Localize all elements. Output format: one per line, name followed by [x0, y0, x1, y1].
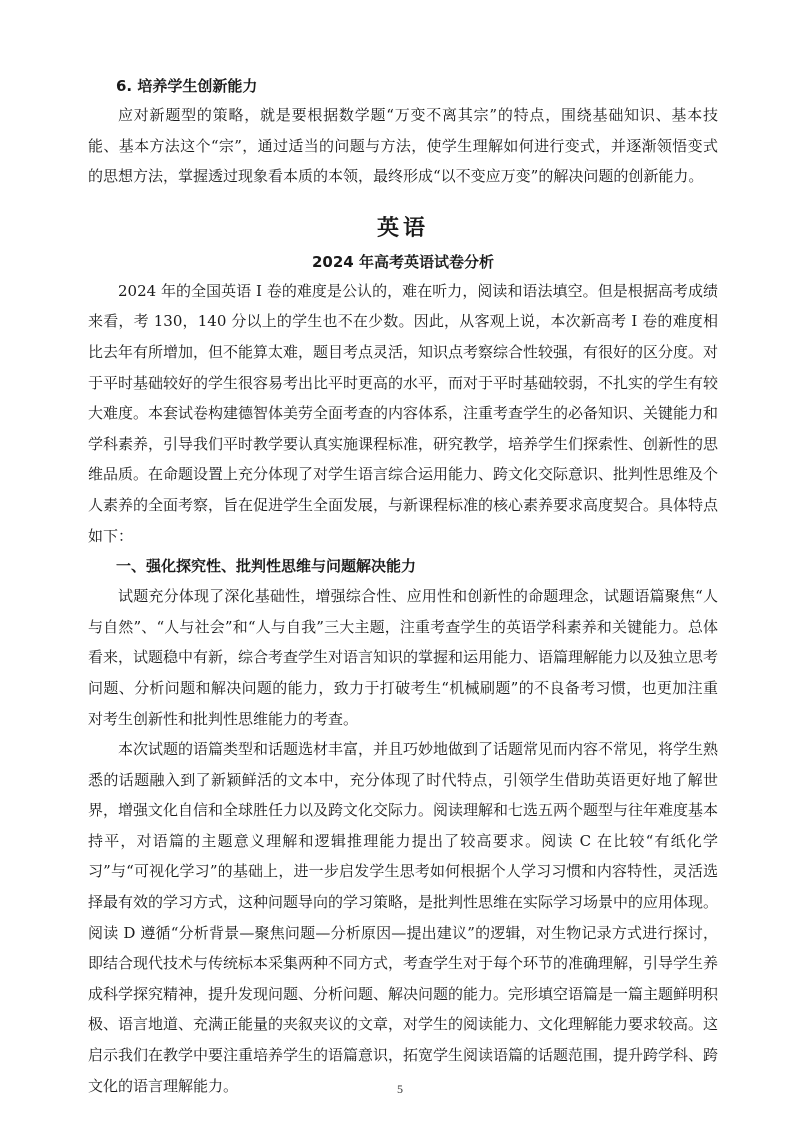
subject-title: 英语 [376, 215, 429, 241]
page-content [88, 74, 718, 1101]
page-number: 5 [397, 1082, 403, 1096]
section-heading-1: 一、强化探究性、批判性思维与问题解决能力 [116, 557, 417, 576]
section-1-paragraph-1: 试题充分体现了深化基础性，增强综合性、应用性和创新性的命题理念，试题语篇聚焦“人与自然”、“人与社会”和“人与自我”三大主题，注重考查学生的英语学科素养和关键能力。总体看来，试题稳中有新，综合考查学生对语言知识的掌握和运用能力、语篇理解能力以及独立思考问题、分析问题和解决问题的能力，致力于打破考生“机械刷题”的不良备考习惯，也更加注重对考生创新性和批判性思维能力的考查。 [88, 587, 719, 728]
section-heading-6: 6. 培养学生创新能力 [116, 77, 258, 95]
article-title: 2024 年高考英语试卷分析 [312, 252, 494, 271]
section-1-paragraph-2: 本次试题的语篇类型和话题选材丰富，并且巧妙地做到了话题常见而内容不常见，将学生熟悉的话题融入到了新颖鲜活的文本中，充分体现了时代特点，引领学生借助英语更好地了解世界，增强文化自信和全球胜任力以及跨文化交际力。阅读理解和七选五两个题型与往年难度基本持平，对语篇的主题意义理解和逻辑推理能力提出了较高要求。阅读 C 在比较“有纸化学习”与“可视化学习”的基础上，进一步启发学生思考如何根据个人学习习惯和内容特性，灵活选择最有效的学习方式，这种问题导向的学习策略，是批判性思维在实际学习场景中的应用体现。阅读 D 遵循“分析背景—聚焦问题—分析原因—提出建议”的逻辑，对生物记录方式进行探讨，即结合现代技术与传统标本采集两种不同方式，考查学生对于每个环节的准确理解，引导学生养成科学探究精神，提升发现问题、分析问题、解决问题的能力。完形填空语篇是一篇主题鲜明积极、语言地道、充满正能量的夹叙夹议的文章，对学生的阅读能力、文化理解能力要求较高。这启示我们在教学中要注重培养学生的语篇意识，拓宽学生阅读语篇的话题范围，提升跨学科、跨文化的语言理解能力。 [88, 740, 719, 1095]
section-6-paragraph: 应对新题型的策略，就是要根据数学题“万变不离其宗”的特点，围绕基础知识、基本技能、基本方法这个“宗”，通过适当的问题与方法，使学生理解如何进行变式，并逐渐领悟变式的思想方法，掌握透过现象看本质的本领，最终形成“以不变应万变”的解决问题的创新能力。 [88, 106, 718, 186]
intro-paragraph: 2024 年的全国英语 I 卷的难度是公认的，难在听力，阅读和语法填空。但是根据高考成绩来看，考 130，140 分以上的学生也不在少数。因此，从客观上说，本次新高考 I 卷的难度相比去年有所增加，但不能算太难，题目考点灵活，知识点考察综合性较强，有很好的区分度。对于平时基础较好的学生很容易考出比平时更高的水平，而对于平时基础较弱，不扎实的学生有较大难度。本套试卷构建德智体美劳全面考查的内容体系，注重考查学生的必备知识、关键能力和学科素养，引导我们平时教学要认真实施课程标准，研究教学，培养学生们探索性、创新性的思维品质。在命题设置上充分体现了对学生语言综合运用能力、跨文化交际意识、批判性思维及个人素养的全面考察，旨在促进学生全面发展，与新课程标准的核心素养要求高度契合。具体特点如下： [88, 281, 719, 545]
